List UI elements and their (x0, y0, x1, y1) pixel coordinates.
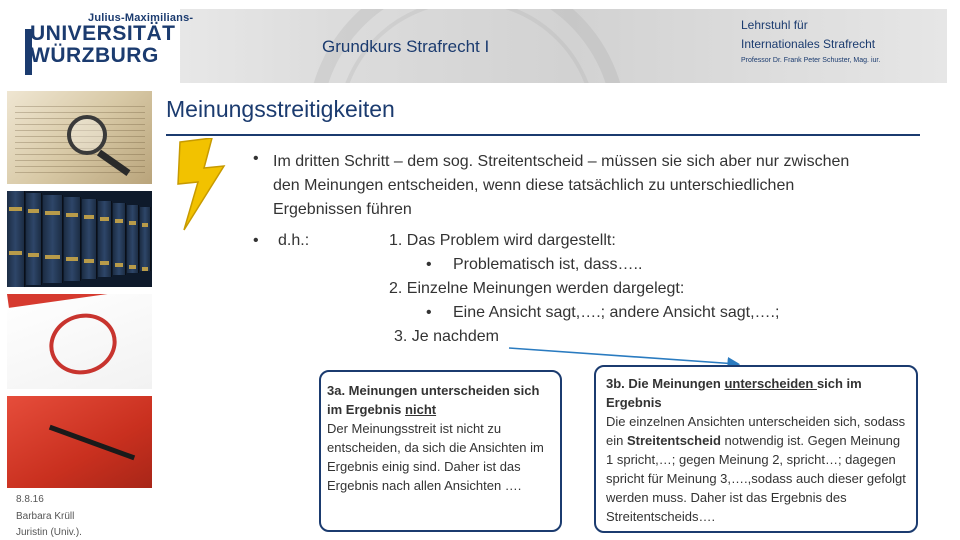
box-b-heading: 3b. Die Meinungen unterscheiden sich im Ergebnis (606, 376, 862, 410)
box-a-heading: 3a. Meinungen unterscheiden sich im Ergebnis nicht (327, 383, 540, 417)
step-1-sub-dot: • (426, 256, 432, 273)
book-spine (26, 193, 42, 285)
book-spine (113, 203, 126, 275)
book-spine (64, 197, 81, 281)
step-3: 3. Je nachdem (394, 328, 499, 345)
book-spine (98, 201, 112, 277)
footer-date: 8.8.16 (16, 494, 44, 505)
chair-line-2: Internationales Strafrecht (741, 37, 876, 51)
bullet-1-dot: • (253, 150, 259, 167)
slide-title: Meinungsstreitigkeiten (166, 96, 395, 122)
step-1: 1. Das Problem wird dargestellt: (389, 232, 616, 249)
chair-line-1: Lehrstuhl für (741, 18, 808, 32)
red-strip (7, 294, 152, 308)
logo-line-2: WÜRZBURG (30, 44, 159, 67)
lightning-bolt-icon (174, 138, 236, 234)
step-2-sub-dot: • (426, 304, 432, 321)
step-2-sub: Eine Ansicht sagt,….; andere Ansicht sagt,….; (453, 304, 780, 321)
magnifier-book-photo (7, 91, 152, 184)
title-divider (166, 134, 920, 136)
professor-name: Professor Dr. Frank Peter Schuster, Mag. iur. (741, 57, 881, 64)
step-1-sub: Problematisch ist, dass….. (453, 256, 643, 273)
result-different-box (594, 365, 918, 533)
red-stamp-icon (41, 305, 124, 383)
bullet-1-text: Im dritten Schritt – dem sog. Streitentscheid – müssen sie sich aber nur zwischen den Meinungen entscheiden, wenn diese tatsächlich zu unterschiedlichen Ergebnissen führen (273, 153, 850, 218)
bullet-2-label: d.h.: (278, 232, 310, 249)
pen-icon (49, 425, 135, 460)
step-2: 2. Einzelne Meinungen werden dargelegt: (389, 280, 685, 297)
logo-top-text: Julius-Maximilians- (88, 12, 194, 24)
footer-role: Juristin (Univ.). (16, 527, 82, 538)
red-folder-photo (7, 396, 152, 488)
footer-author: Barbara Krüll (16, 511, 75, 522)
book-spine (82, 199, 97, 279)
book-spine (43, 195, 63, 283)
logo-line-1: UNIVERSITÄT (30, 22, 176, 45)
course-title: Grundkurs Strafrecht I (322, 37, 490, 56)
book-spine (7, 191, 25, 287)
box-b-body: Die einzelnen Ansichten unterscheiden sich, sodass ein Streitentscheid notwendig ist. Gegen Meinung 1 spricht,…; gegen Meinung 2, spricht…; dagegen spricht für Meinung 3,….,sodass auch dieser gefolgt werden muss. Daher ist das Ergebnis des Streitentscheids…. (606, 414, 906, 524)
result-same-box (319, 370, 562, 532)
book-spine (127, 205, 139, 273)
box-a-body: Der Meinungsstreit ist nicht zu entscheiden, da sich die Ansichten im Ergebnis einig sind. Daher ist das Ergebnis nach allen Ansichten …. (327, 421, 544, 493)
stamp-photo (7, 294, 152, 389)
law-books-photo (7, 191, 152, 287)
bullet-2-dot: • (253, 232, 259, 249)
book-spine (140, 207, 151, 271)
